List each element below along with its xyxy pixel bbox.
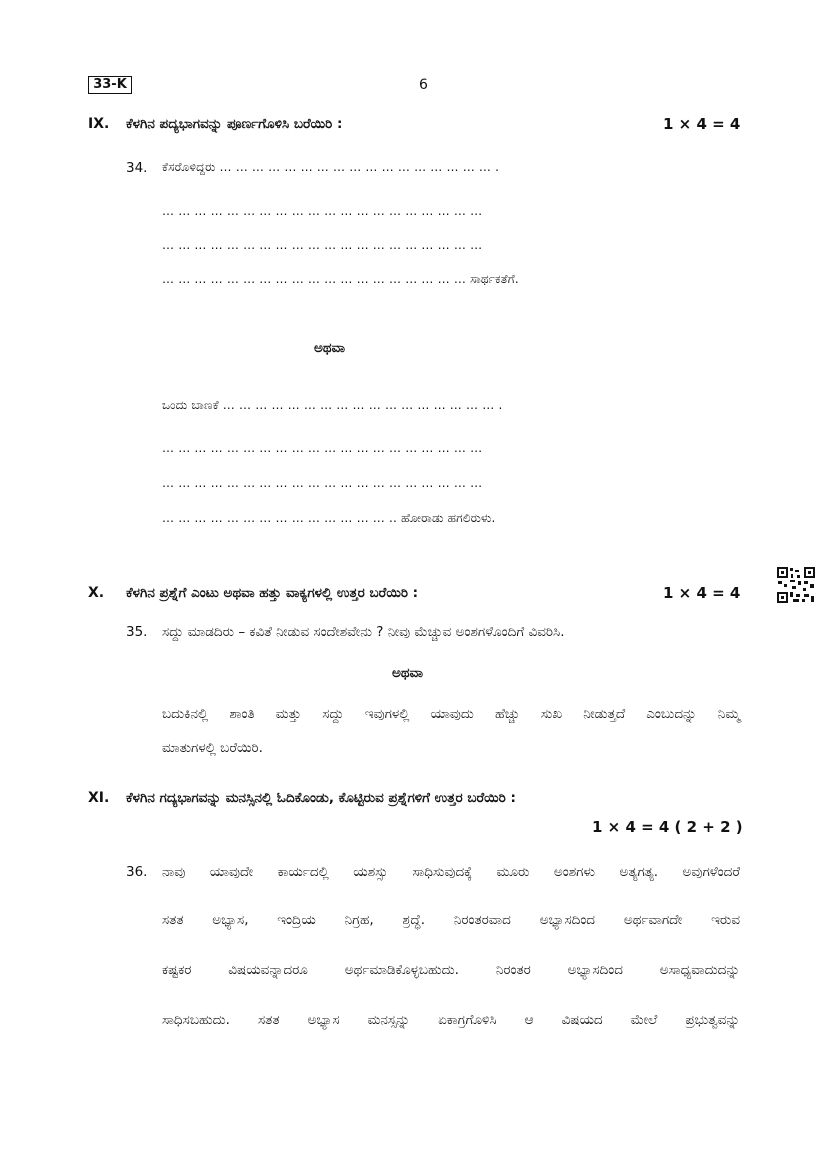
section-ix-heading: ಕೆಳಗಿನ ಪದ್ಯಭಾಗವನ್ನು ಪೂರ್ಣಗೊಳಿಸಿ ಬರೆಯಿರಿ : [126, 116, 343, 132]
question-35-alt-line-1: ಬದುಕಿನಲ್ಲಿ ಶಾಂತಿ ಮತ್ತು ಸದ್ದು ಇವುಗಳಲ್ಲಿ ಯಾವುದು ಹೆಚ್ಚು ಸುಖ ನೀಡುತ್ತದೆ ಎಂಬುದನ್ನು ನಿಮ್ಮ [162, 706, 740, 722]
or-label-x: ಅಥವಾ [392, 665, 424, 681]
section-ix-number: IX. [88, 116, 110, 132]
qr-code-icon [776, 566, 816, 604]
poem-line-2: … … … … … … … … … … … … … … … … … … … … [162, 204, 483, 218]
section-xi-marks: 1 × 4 = 4 ( 2 + 2 ) [592, 818, 743, 836]
section-xi-heading: ಕೆಳಗಿನ ಗದ್ಯಭಾಗವನ್ನು ಮನಸ್ಸಿನಲ್ಲಿ ಓದಿಕೊಂಡು, ಕೊಟ್ಟಿರುವ ಪ್ರಶ್ನೆಗಳಿಗೆ ಉತ್ತರ ಬರೆಯಿರಿ : [126, 790, 516, 806]
question-34-number: 34. [126, 160, 148, 176]
question-35-text: ಸದ್ದು ಮಾಡದಿರು – ಕವಿತೆ ನೀಡುವ ಸಂದೇಶವೇನು ? ನೀವು ಮೆಚ್ಚುವ ಅಂಶಗಳೊಂದಿಗೆ ವಿವರಿಸಿ. [162, 624, 565, 640]
or-label-ix: ಅಥವಾ [314, 340, 346, 356]
section-xi-number: XI. [88, 790, 110, 806]
page-number: 6 [419, 77, 428, 93]
paper-code-badge: 33-K [88, 76, 132, 94]
alt-poem-line-4: … … … … … … … … … … … … … … .. ಹೋರಾಡು ಹಗಲಿರುಳು. [162, 511, 496, 525]
section-x-marks: 1 × 4 = 4 [663, 584, 741, 602]
section-x-number: X. [88, 585, 105, 601]
alt-poem-line-2: … … … … … … … … … … … … … … … … … … … … [162, 441, 483, 455]
passage-line-1: ನಾವು ಯಾವುದೇ ಕಾರ್ಯದಲ್ಲಿ ಯಶಸ್ಸು ಸಾಧಿಸುವುದಕ್ಕೆ ಮೂರು ಅಂಶಗಳು ಅತ್ಯಗತ್ಯ. ಅವುಗಳೆಂದರೆ [162, 864, 740, 880]
passage-line-2: ಸತತ ಅಭ್ಯಾಸ, ಇಂದ್ರಿಯ ನಿಗ್ರಹ, ಶ್ರದ್ಧೆ. ನಿರಂತರವಾದ ಅಭ್ಯಾಸದಿಂದ ಅರ್ಥವಾಗದೇ ಇರುವ [162, 912, 740, 928]
alt-poem-line-1: ಒಂದು ಬಾಣಕೆ … … … … … … … … … … … … … … … … … . [162, 398, 503, 412]
question-35-alt-line-2: ಮಾತುಗಳಲ್ಲಿ ಬರೆಯಿರಿ. [162, 740, 263, 756]
passage-line-4: ಸಾಧಿಸಬಹುದು. ಸತತ ಅಭ್ಯಾಸ ಮನಸ್ಸನ್ನು ಏಕಾಗ್ರಗೊಳಿಸಿ ಆ ವಿಷಯದ ಮೇಲೆ ಪ್ರಭುತ್ವವನ್ನು [162, 1012, 740, 1028]
poem-line-4: … … … … … … … … … … … … … … … … … … … ಸಾರ್ಥಕತೆಗೆ. [162, 272, 519, 286]
question-35-number: 35. [126, 624, 148, 640]
alt-poem-line-3: … … … … … … … … … … … … … … … … … … … … [162, 476, 483, 490]
poem-line-3: … … … … … … … … … … … … … … … … … … … … [162, 238, 483, 252]
section-x-heading: ಕೆಳಗಿನ ಪ್ರಶ್ನೆಗೆ ಎಂಟು ಅಥವಾ ಹತ್ತು ವಾಕ್ಯಗಳಲ್ಲಿ ಉತ್ತರ ಬರೆಯಿರಿ : [126, 585, 419, 601]
passage-line-3: ಕಷ್ಟಕರ ವಿಷಯವನ್ನಾದರೂ ಅರ್ಥಮಾಡಿಕೊಳ್ಳಬಹುದು. ನಿರಂತರ ಅಭ್ಯಾಸದಿಂದ ಅಸಾಧ್ಯವಾದುದನ್ನು [162, 962, 740, 978]
poem-line-1: ಕೆಸರೊಳಿದ್ದರು … … … … … … … … … … … … … … … … … . [162, 160, 500, 174]
section-ix-marks: 1 × 4 = 4 [663, 115, 741, 133]
question-36-number: 36. [126, 864, 148, 880]
